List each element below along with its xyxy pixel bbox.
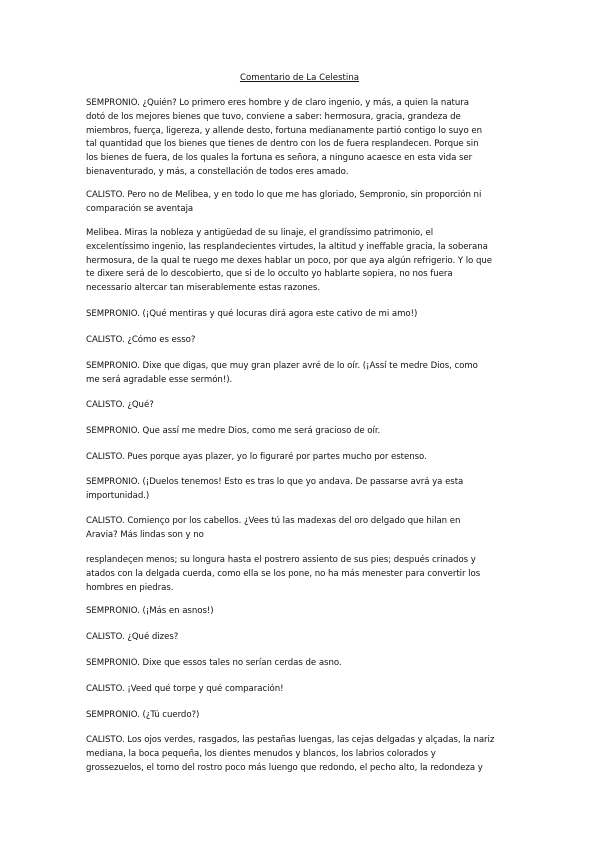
paragraph-melibea xyxy=(86,227,516,296)
text-line: CALISTO. ¡Veed qué torpe y qué comparación! xyxy=(86,684,284,694)
text-line: importunidad.) xyxy=(86,490,150,501)
text-line: comparación se aventaja xyxy=(86,203,194,214)
text-line: CALISTO. ¿Qué? xyxy=(86,400,154,410)
paragraph-calisto-3 xyxy=(86,399,516,413)
text-line: SEMPRONIO. ¿Quién? Lo primero eres hombre y de claro ingenio, y más, a quien la natura xyxy=(86,98,469,108)
text-line: Melibea. Miras la nobleza y antigüedad de su linaje, el grandíssimo patrimonio, el xyxy=(86,228,434,238)
paragraph-calisto-2 xyxy=(86,334,516,348)
paragraph-calisto-9 xyxy=(86,734,516,775)
text-line: CALISTO. Comienço por los cabellos. ¿Vees tú las madexas del oro delgado que hilan en xyxy=(86,516,461,526)
paragraph-calisto-7 xyxy=(86,631,516,645)
text-line: te dixere será de lo descobierto, que si de lo occulto yo hablarte sopiera, no nos fuera xyxy=(86,269,453,280)
paragraph-calisto-8 xyxy=(86,683,516,697)
paragraph-calisto-1 xyxy=(86,189,516,217)
text-line: SEMPRONIO. (¡Más en asnos!) xyxy=(86,606,214,616)
text-line: grossezuelos, el torno del rostro poco más luengo que redondo, el pecho alto, la redondeza y xyxy=(86,762,483,773)
text-line: bienaventurado, y más, a constellación de todos eres amado. xyxy=(86,166,349,177)
paragraph-calisto-6 xyxy=(86,554,516,595)
text-line: dotó de los mejores bienes que tuvo, conviene a saber: hermosura, gracia, grandeza de xyxy=(86,111,461,122)
paragraph-sempronio-3 xyxy=(86,360,516,388)
text-line: CALISTO. ¿Cómo es esso? xyxy=(86,335,196,345)
text-line: tal quantidad que los bienes que tienes de dentro con los de fuera resplandecen. Porque sin xyxy=(86,139,479,150)
text-line: SEMPRONIO. (¡Duelos tenemos! Esto es tras lo que yo andava. De passarse avrá ya esta xyxy=(86,477,464,487)
text-line: SEMPRONIO. Dixe que digas, que muy gran plazer avré de lo oír. (¡Assí te medre Dios, como xyxy=(86,361,478,371)
paragraph-sempronio-8 xyxy=(86,709,516,723)
text-line: mediana, la boca pequeña, los dientes menudos y blancos, los labrios colorados y xyxy=(86,748,436,759)
text-line: Aravia? Más lindas son y no xyxy=(86,529,204,540)
text-line: resplandeçen menos; su longura hasta el postrero assiento de sus pies; después crinados y xyxy=(86,555,476,565)
paragraph-sempronio-7 xyxy=(86,657,516,671)
text-line: hombres en piedras. xyxy=(86,582,174,593)
paragraph-sempronio-5 xyxy=(86,476,516,504)
text-line: SEMPRONIO. Dixe que essos tales no serían cerdas de asno. xyxy=(86,658,342,668)
text-line: SEMPRONIO. Que assí me medre Dios, como me será gracioso de oír. xyxy=(86,426,381,436)
text-line: SEMPRONIO. (¿Tú cuerdo?) xyxy=(86,710,200,720)
text-line: atados con la delgada cuerda, como ella se los pone, no ha más menester para convertir los xyxy=(86,568,481,579)
text-line: los bienes de fuera, de los quales la fortuna es señora, a ninguno acaesce en esta vida ser xyxy=(86,153,473,164)
text-line: CALISTO. ¿Qué dizes? xyxy=(86,632,179,642)
paragraph-sempronio-1 xyxy=(86,97,516,180)
text-line: CALISTO. Pero no de Melibea, y en todo lo que me has gloriado, Sempronio, sin proporción ni xyxy=(86,190,482,200)
text-line: CALISTO. Los ojos verdes, rasgados, las pestañas luengas, las cejas delgadas y alçadas, la nariz xyxy=(86,735,495,745)
text-line: me será agradable esse sermón!). xyxy=(86,374,233,385)
text-line: hermosura, de la qual te ruego me dexes hablar un poco, por que aya algún refrigerio. Y lo que xyxy=(86,255,492,266)
paragraph-sempronio-2 xyxy=(86,308,516,322)
text-line: necessario altercar tan miserablemente estas razones. xyxy=(86,283,321,294)
text-line: CALISTO. Pues porque ayas plazer, yo lo figuraré por partes mucho por estenso. xyxy=(86,452,427,462)
document-title: Comentario de La Celestina xyxy=(239,73,360,83)
text-line: miembros, fuerça, ligereza, y allende desto, fortuna medianamente partió contigo lo suyo en xyxy=(86,125,482,136)
text-line: SEMPRONIO. (¡Qué mentiras y qué locuras dirá agora este cativo de mi amo!) xyxy=(86,309,418,319)
paragraph-sempronio-4 xyxy=(86,425,516,439)
paragraph-calisto-4 xyxy=(86,451,516,465)
text-line: excelentíssimo ingenio, las resplandecientes virtudes, la altitud y ineffable gracia, la soberana xyxy=(86,241,488,252)
paragraph-sempronio-6 xyxy=(86,605,516,619)
paragraph-calisto-5 xyxy=(86,515,516,543)
